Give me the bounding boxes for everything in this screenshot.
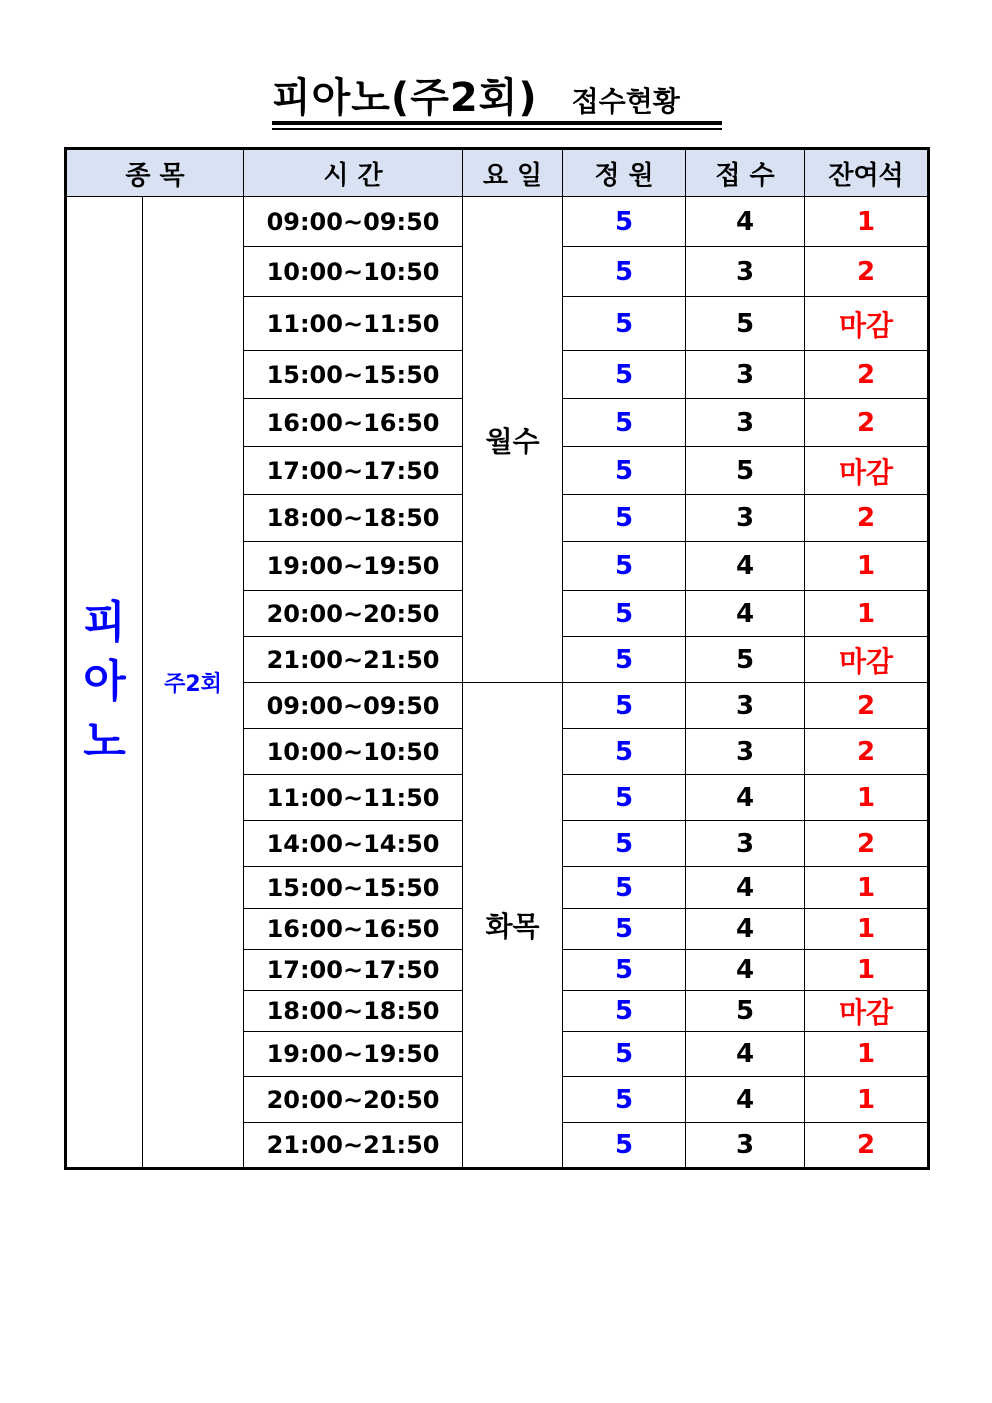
remaining-cell: 2 — [805, 247, 929, 297]
remaining-cell: 2 — [805, 821, 929, 867]
title-main: 피아노(주2회) — [272, 75, 538, 121]
received-cell: 3 — [686, 683, 805, 729]
remaining-cell: 1 — [805, 909, 929, 950]
capacity-cell: 5 — [563, 1032, 686, 1077]
capacity-cell: 5 — [563, 591, 686, 637]
header-received: 접 수 — [686, 149, 805, 197]
frequency-cell: 주2회 — [143, 197, 244, 1169]
time-cell: 20:00~20:50 — [244, 1077, 463, 1123]
table-body — [66, 197, 929, 1169]
received-cell: 3 — [686, 729, 805, 775]
capacity-cell: 5 — [563, 775, 686, 821]
remaining-cell: 2 — [805, 351, 929, 399]
received-cell: 3 — [686, 351, 805, 399]
remaining-cell: 1 — [805, 950, 929, 991]
time-cell: 09:00~09:50 — [244, 197, 463, 247]
time-cell: 18:00~18:50 — [244, 495, 463, 542]
capacity-cell: 5 — [563, 399, 686, 447]
remaining-cell: 2 — [805, 729, 929, 775]
remaining-cell: 1 — [805, 591, 929, 637]
capacity-cell: 5 — [563, 729, 686, 775]
header-time: 시 간 — [244, 149, 463, 197]
time-cell: 14:00~14:50 — [244, 821, 463, 867]
time-cell: 19:00~19:50 — [244, 542, 463, 591]
received-cell: 5 — [686, 637, 805, 683]
received-cell: 4 — [686, 591, 805, 637]
title-sub: 접수현황 — [571, 85, 680, 118]
registration-table — [64, 147, 930, 1170]
remaining-cell: 2 — [805, 1123, 929, 1169]
capacity-cell: 5 — [563, 447, 686, 495]
capacity-cell: 5 — [563, 867, 686, 909]
time-cell: 10:00~10:50 — [244, 729, 463, 775]
received-cell: 5 — [686, 297, 805, 351]
capacity-cell: 5 — [563, 495, 686, 542]
header-capacity: 정 원 — [563, 149, 686, 197]
time-cell: 17:00~17:50 — [244, 950, 463, 991]
received-cell: 4 — [686, 1077, 805, 1123]
time-cell: 15:00~15:50 — [244, 351, 463, 399]
time-cell: 21:00~21:50 — [244, 637, 463, 683]
time-cell: 19:00~19:50 — [244, 1032, 463, 1077]
time-cell: 17:00~17:50 — [244, 447, 463, 495]
capacity-cell: 5 — [563, 1077, 686, 1123]
title-underline-thin — [272, 128, 722, 130]
remaining-cell: 마감 — [805, 297, 929, 351]
subject-name-char: 아 — [83, 656, 126, 708]
time-cell: 18:00~18:50 — [244, 991, 463, 1032]
capacity-cell: 5 — [563, 197, 686, 247]
received-cell: 4 — [686, 775, 805, 821]
remaining-cell: 2 — [805, 399, 929, 447]
remaining-cell: 1 — [805, 542, 929, 591]
time-cell: 11:00~11:50 — [244, 297, 463, 351]
title-underline — [272, 121, 722, 125]
remaining-cell: 마감 — [805, 637, 929, 683]
subject-name-char: 피 — [83, 596, 126, 648]
received-cell: 3 — [686, 247, 805, 297]
capacity-cell: 5 — [563, 821, 686, 867]
received-cell: 4 — [686, 197, 805, 247]
remaining-cell: 2 — [805, 683, 929, 729]
subject-name-char: 노 — [83, 715, 126, 767]
capacity-cell: 5 — [563, 683, 686, 729]
remaining-cell: 1 — [805, 197, 929, 247]
received-cell: 5 — [686, 447, 805, 495]
remaining-cell: 1 — [805, 1032, 929, 1077]
remaining-cell: 1 — [805, 775, 929, 821]
time-cell: 16:00~16:50 — [244, 399, 463, 447]
header-day: 요 일 — [463, 149, 563, 197]
remaining-cell: 마감 — [805, 447, 929, 495]
remaining-cell: 2 — [805, 495, 929, 542]
received-cell: 3 — [686, 821, 805, 867]
received-cell: 4 — [686, 909, 805, 950]
capacity-cell: 5 — [563, 1123, 686, 1169]
time-cell: 21:00~21:50 — [244, 1123, 463, 1169]
received-cell: 3 — [686, 1123, 805, 1169]
remaining-cell: 마감 — [805, 991, 929, 1032]
capacity-cell: 5 — [563, 991, 686, 1032]
capacity-cell: 5 — [563, 542, 686, 591]
received-cell: 4 — [686, 1032, 805, 1077]
time-cell: 09:00~09:50 — [244, 683, 463, 729]
capacity-cell: 5 — [563, 351, 686, 399]
remaining-cell: 1 — [805, 1077, 929, 1123]
capacity-cell: 5 — [563, 297, 686, 351]
time-cell: 11:00~11:50 — [244, 775, 463, 821]
time-cell: 16:00~16:50 — [244, 909, 463, 950]
capacity-cell: 5 — [563, 247, 686, 297]
time-cell: 15:00~15:50 — [244, 867, 463, 909]
document-title — [272, 62, 722, 130]
capacity-cell: 5 — [563, 950, 686, 991]
received-cell: 5 — [686, 991, 805, 1032]
time-cell: 20:00~20:50 — [244, 591, 463, 637]
header-remaining: 잔여석 — [805, 149, 929, 197]
subject-name-cell — [66, 197, 143, 1169]
received-cell: 4 — [686, 867, 805, 909]
day-cell: 월수 — [463, 197, 563, 683]
time-cell: 10:00~10:50 — [244, 247, 463, 297]
received-cell: 3 — [686, 495, 805, 542]
received-cell: 4 — [686, 950, 805, 991]
header-row — [66, 149, 929, 197]
header-subject: 종 목 — [66, 149, 244, 197]
capacity-cell: 5 — [563, 637, 686, 683]
capacity-cell: 5 — [563, 909, 686, 950]
remaining-cell: 1 — [805, 867, 929, 909]
received-cell: 3 — [686, 399, 805, 447]
received-cell: 4 — [686, 542, 805, 591]
table-row — [66, 197, 929, 247]
day-cell: 화목 — [463, 683, 563, 1169]
